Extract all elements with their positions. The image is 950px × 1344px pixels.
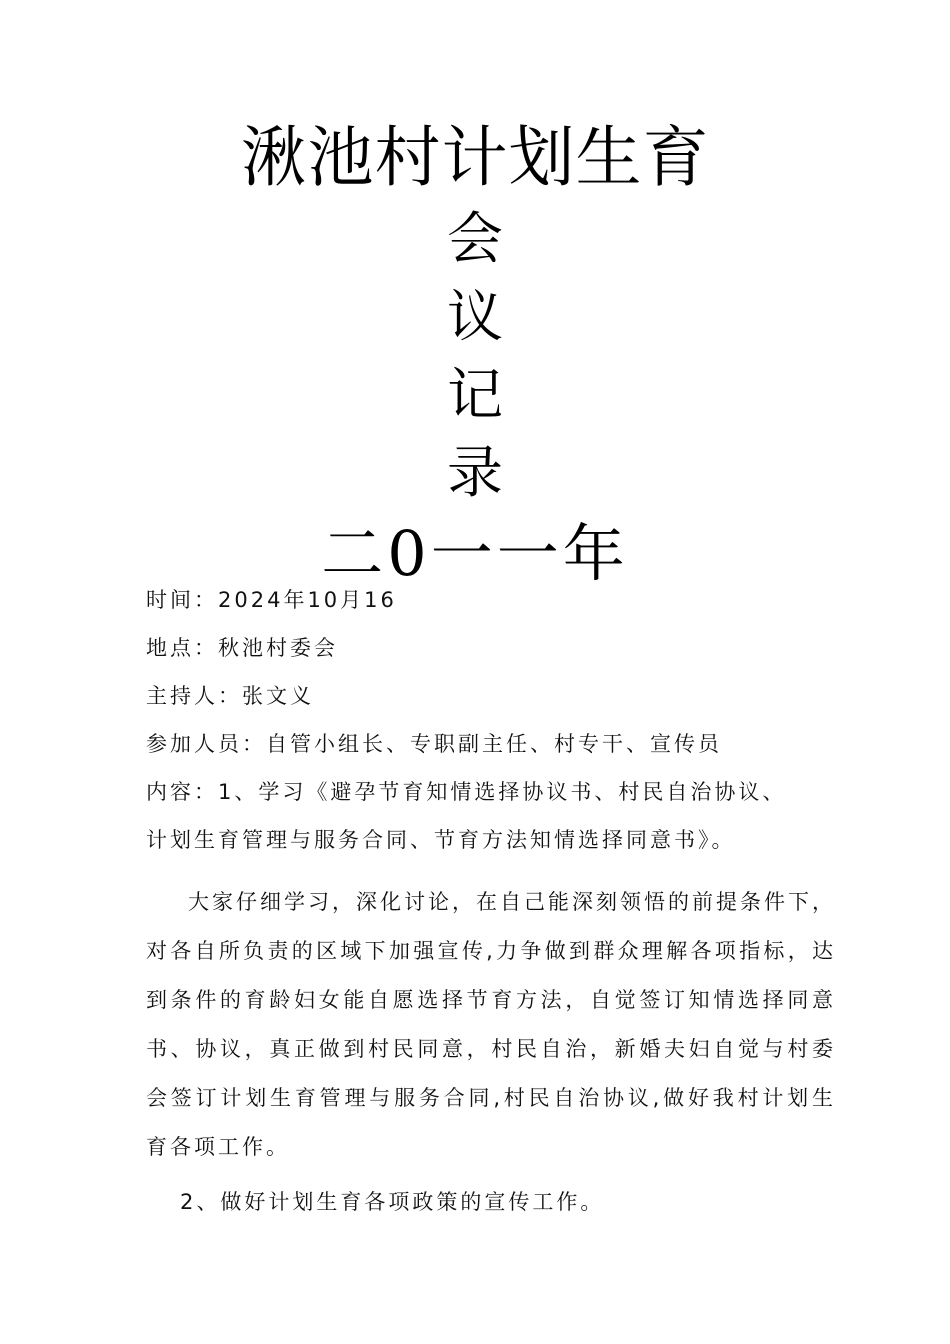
document-title xyxy=(0,118,950,594)
meeting-details xyxy=(146,582,836,1222)
place-row xyxy=(146,630,836,678)
host-value: 张文义 xyxy=(242,684,314,708)
content-item1-continuation: 计划生育管理与服务合同、节育方法知情选择同意书》。 xyxy=(146,828,736,852)
title-char-2: 议 xyxy=(447,285,503,350)
place-label: 地点： xyxy=(146,636,218,660)
title-char-1: 会 xyxy=(447,207,503,272)
attendees-row xyxy=(146,726,836,774)
discussion-paragraph: 大家仔细学习，深化讨论，在自己能深刻领悟的前提条件下，对各自所负责的区域下加强宣传,力争做到群众理解各项指标，达到条件的育龄妇女能自愿选择节育方法，自觉签订知情选择同意书、协议，真正做到村民同意，村民自治，新婚夫妇自觉与村委会签订计划生育管理与服务合同,村民自治协议,做好我村计划生育各项工作。 xyxy=(146,890,836,1159)
host-label: 主持人： xyxy=(146,684,242,708)
time-row xyxy=(146,582,836,630)
content-label: 内容： xyxy=(146,780,218,804)
attendees-label: 参加人员： xyxy=(146,732,266,756)
content-item1-line1: 1、学习《避孕节育知情选择协议书、村民自治协议、 xyxy=(218,780,787,804)
title-main: 湫池村计划生育 xyxy=(240,119,710,196)
title-char-4: 录 xyxy=(447,441,503,506)
place-value: 秋池村委会 xyxy=(218,636,338,660)
title-char-3: 记 xyxy=(447,363,503,428)
content-row xyxy=(146,774,836,822)
title-year: 二0一一年 xyxy=(321,517,629,590)
attendees-value: 自管小组长、专职副主任、村专干、宣传员 xyxy=(266,732,722,756)
time-value: 2024年10月16 xyxy=(218,588,397,612)
time-label: 时间： xyxy=(146,588,218,612)
host-row xyxy=(146,678,836,726)
content-item2: 2、做好计划生育各项政策的宣传工作。 xyxy=(180,1190,605,1214)
